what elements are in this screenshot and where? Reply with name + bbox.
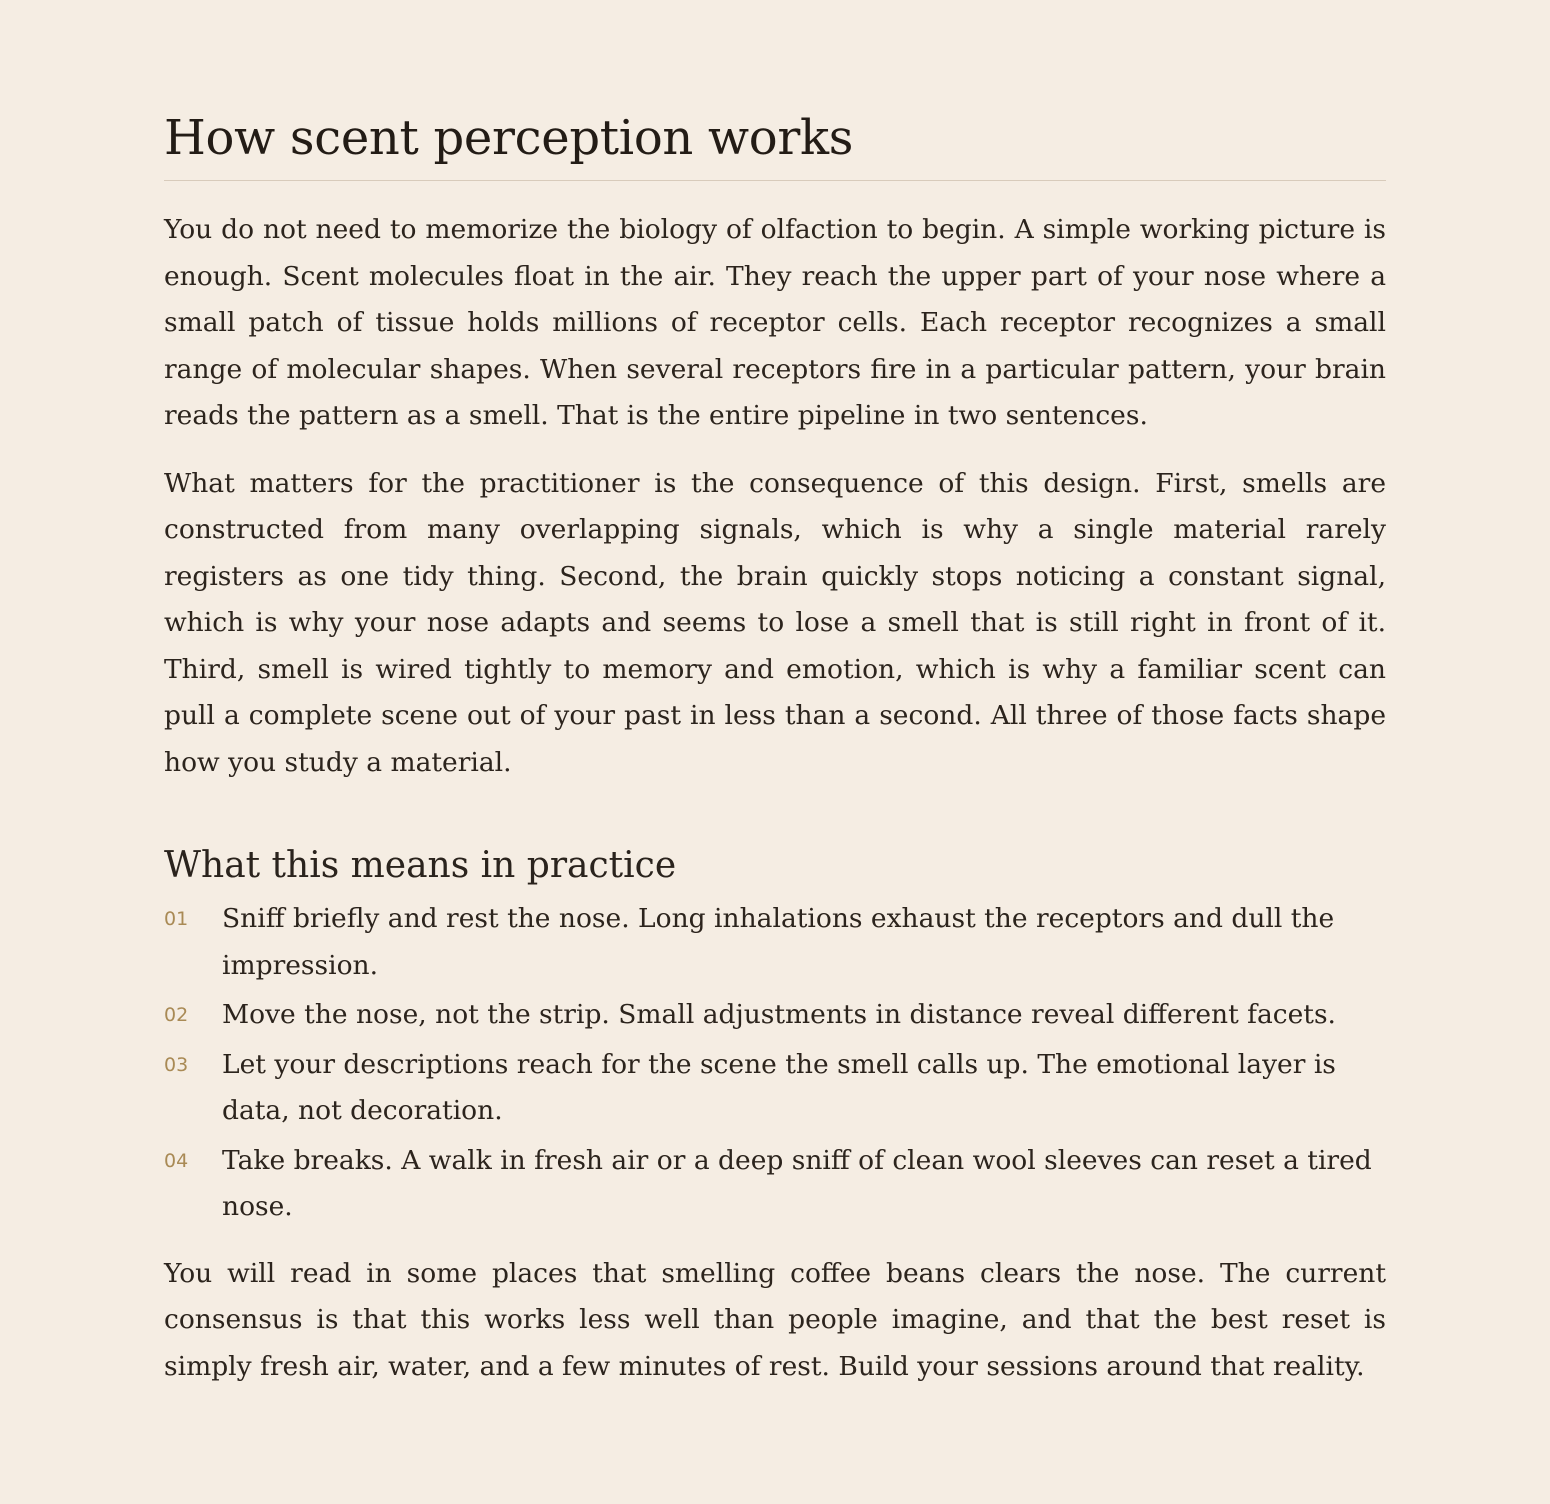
list-item	[164, 999, 1386, 1039]
page-title: How scent perception works	[164, 106, 1386, 181]
list-item-number: 04	[164, 1149, 189, 1172]
list-item-text: Move the nose, not the strip. Small adjustments in distance reveal different facets.	[222, 999, 1336, 1030]
list-item-number: 02	[164, 1004, 189, 1026]
list-item	[164, 1145, 1386, 1231]
list-item-text: Take breaks. A walk in fresh air or a deep sniff of clean wool sleeves can reset a tired nose.	[222, 1144, 1372, 1222]
intro-paragraph: You do not need to memorize the biology of olfaction to begin. A simple working picture is enough. Scent molecules float in the air. They reach the upper part of your nose where a small patch of tissue holds millions of receptor cells. Each receptor recognizes a small range of molecular shapes. When several receptors fire in a particular pattern, your brain reads the pattern as a smell. That is the entire pipeline in two sentences.	[164, 214, 1386, 431]
list-item-number: 03	[164, 1053, 189, 1076]
consequence-paragraph: What matters for the practitioner is the consequence of this design. First, smells are constructed from many overlapping signals, which is why a single material rarely registers as one tidy thing. Second, the brain quickly stops noticing a constant signal, which is why your nose adapts and seems to lose a smell that is still right in front of it. Third, smell is wired tightly to memory and emotion, which is why a familiar scent can pull a complete scene out of your past in less than a second. All three of those facts shape how you study a material.	[164, 467, 1386, 778]
closing-paragraph: You will read in some places that smelling coffee beans clears the nose. The current consensus is that this works less well than people imagine, and that the best reset is simply fresh air, water, and a few minutes of rest. Build your sessions around that reality.	[164, 1257, 1386, 1382]
list-item-number: 01	[164, 908, 189, 930]
list-item	[164, 903, 1386, 989]
list-item-text: Let your descriptions reach for the scene the smell calls up. The emotional layer is data, not decoration.	[222, 1048, 1336, 1126]
practice-list	[164, 903, 1386, 1231]
list-item-text: Sniff briefly and rest the nose. Long inhalations exhaust the receptors and dull the impression.	[222, 903, 1335, 981]
list-item	[164, 1049, 1386, 1135]
section-heading: What this means in practice	[164, 845, 677, 886]
